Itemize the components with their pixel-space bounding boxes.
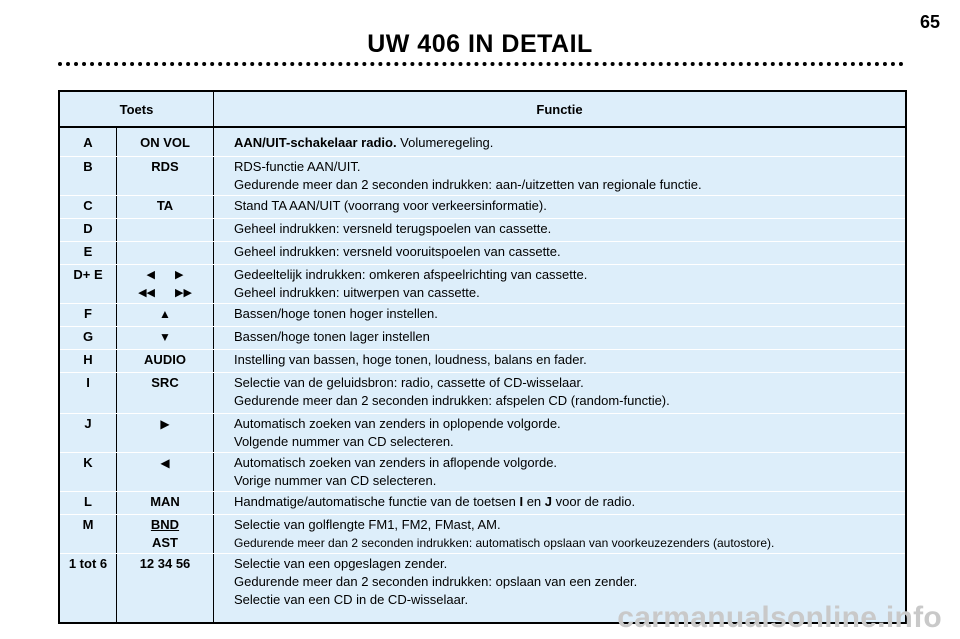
left-arrow-icon: ◀ <box>146 269 155 281</box>
key-cell: 1 tot 6 <box>60 554 117 622</box>
symbol-text: 12 34 56 <box>139 556 191 571</box>
function-line: Selectie van golflengte FM1, FM2, FMast, AM. <box>234 517 501 532</box>
function-line: Geheel indrukken: versneld terugspoelen van cassette. <box>234 221 552 236</box>
function-cell <box>214 242 905 264</box>
function-cell <box>214 515 905 553</box>
table-row <box>60 128 905 157</box>
table-row <box>60 414 905 453</box>
function-bold: I <box>519 494 524 509</box>
symbol-cell <box>117 157 214 195</box>
function-line: RDS-functie AAN/UIT. <box>234 159 361 174</box>
symbol-pair <box>138 284 192 302</box>
function-line: Bassen/hoge tonen hoger instellen. <box>234 306 438 321</box>
fast-forward-icon: ▶▶ <box>175 287 192 299</box>
right-triangle-icon: ▶ <box>160 417 170 431</box>
table-row <box>60 157 905 196</box>
symbol-text: AUDIO <box>144 352 186 367</box>
function-cell <box>214 219 905 241</box>
table-row <box>60 492 905 515</box>
table-row <box>60 453 905 492</box>
function-line: Gedurende meer dan 2 seconden indrukken: aan-/uitzetten van regionale functie. <box>234 177 702 192</box>
page-number: 65 <box>919 12 940 32</box>
page-title: UW 406 IN DETAIL <box>367 30 593 58</box>
table-row <box>60 515 905 554</box>
function-line: Gedurende meer dan 2 seconden indrukken: afspelen CD (random-functie). <box>234 393 670 408</box>
table-row <box>60 196 905 219</box>
function-line: Automatisch zoeken van zenders in oplopende volgorde. <box>234 416 561 431</box>
function-line: Volgende nummer van CD selecteren. <box>234 434 454 449</box>
key-cell: F <box>60 304 117 326</box>
function-cell <box>214 157 905 195</box>
function-line: Geheel indrukken: uitwerpen van cassette. <box>234 285 480 300</box>
key-cell: K <box>60 453 117 491</box>
function-cell <box>214 350 905 372</box>
symbol-cell <box>117 414 214 452</box>
table-row <box>60 327 905 350</box>
symbol-text-bottom: AST <box>152 535 178 550</box>
rewind-icon: ◀◀ <box>138 287 155 299</box>
table-header <box>60 92 905 128</box>
function-cell <box>214 492 905 514</box>
key-cell: L <box>60 492 117 514</box>
controls-table <box>58 90 907 624</box>
function-line: Stand TA AAN/UIT (voorrang voor verkeersinformatie). <box>234 198 547 213</box>
function-bold: J <box>544 494 553 509</box>
header-functie: Functie <box>536 101 583 117</box>
key-cell: D+ E <box>60 265 117 303</box>
symbol-cell <box>117 304 214 326</box>
function-cell <box>214 196 905 218</box>
key-cell: J <box>60 414 117 452</box>
table-row <box>60 350 905 373</box>
function-line: Automatisch zoeken van zenders in aflopende volgorde. <box>234 455 558 470</box>
symbol-cell <box>117 242 214 264</box>
function-line: Bassen/hoge tonen lager instellen <box>234 329 430 344</box>
table-row <box>60 242 905 265</box>
function-line: Selectie van een opgeslagen zender. <box>234 556 448 571</box>
function-cell <box>214 128 905 156</box>
symbol-cell <box>117 350 214 372</box>
key-cell: E <box>60 242 117 264</box>
symbol-text: RDS <box>151 159 179 174</box>
function-text: Handmatige/automatische functie van de toetsen <box>234 494 520 509</box>
symbol-cell <box>117 196 214 218</box>
function-line: Selectie van de geluidsbron: radio, cassette of CD-wisselaar. <box>234 375 584 390</box>
function-bold: AAN/UIT-schakelaar radio. <box>234 135 397 150</box>
function-line: Gedeeltelijk indrukken: omkeren afspeelrichting van cassette. <box>234 267 588 282</box>
symbol-pair <box>147 266 184 284</box>
table-row <box>60 304 905 327</box>
function-cell <box>214 327 905 349</box>
symbol-cell <box>117 453 214 491</box>
up-triangle-icon: ▲ <box>159 307 171 321</box>
symbol-text-top: BND <box>150 517 180 532</box>
left-triangle-icon: ◀ <box>160 456 170 470</box>
function-cell <box>214 265 905 303</box>
symbol-text: TA <box>156 198 174 213</box>
key-cell: M <box>60 515 117 553</box>
key-cell: B <box>60 157 117 195</box>
function-text: en <box>523 494 545 509</box>
right-arrow-icon: ▶ <box>175 269 184 281</box>
symbol-cell <box>117 492 214 514</box>
symbol-text: MAN <box>150 494 180 509</box>
key-cell: A <box>60 128 117 156</box>
header-toets: Toets <box>60 92 214 126</box>
function-text: Volumeregeling. <box>396 135 494 150</box>
symbol-cell <box>117 554 214 622</box>
key-cell: D <box>60 219 117 241</box>
table-row <box>60 219 905 242</box>
function-cell <box>214 453 905 491</box>
key-cell: C <box>60 196 117 218</box>
key-cell: I <box>60 373 117 413</box>
key-cell: H <box>60 350 117 372</box>
function-line: Geheel indrukken: versneld vooruitspoelen van cassette. <box>234 244 561 259</box>
symbol-text: ON VOL <box>140 135 190 150</box>
watermark: carmanualsonline.info <box>617 601 942 634</box>
function-line: Vorige nummer van CD selecteren. <box>234 473 437 488</box>
down-triangle-icon: ▼ <box>159 330 171 344</box>
function-line: Gedurende meer dan 2 seconden indrukken: opslaan van een zender. <box>234 574 638 589</box>
symbol-cell <box>117 128 214 156</box>
table-row <box>60 373 905 414</box>
symbol-cell <box>117 219 214 241</box>
symbol-cell <box>117 373 214 413</box>
function-cell <box>214 304 905 326</box>
symbol-cell <box>117 265 214 303</box>
function-cell <box>214 373 905 413</box>
function-line: Selectie van een CD in de CD-wisselaar. <box>234 592 469 607</box>
function-line: Gedurende meer dan 2 seconden indrukken: automatisch opslaan van voorkeuzezenders (autostore). <box>234 536 775 550</box>
symbol-cell <box>117 327 214 349</box>
symbol-text: SRC <box>151 375 179 390</box>
dotted-divider <box>58 62 904 70</box>
function-text: voor de radio. <box>552 494 636 509</box>
function-line: Instelling van bassen, hoge tonen, loudness, balans en fader. <box>234 352 587 367</box>
key-cell: G <box>60 327 117 349</box>
function-cell <box>214 414 905 452</box>
symbol-cell <box>117 515 214 553</box>
table-row <box>60 265 905 304</box>
